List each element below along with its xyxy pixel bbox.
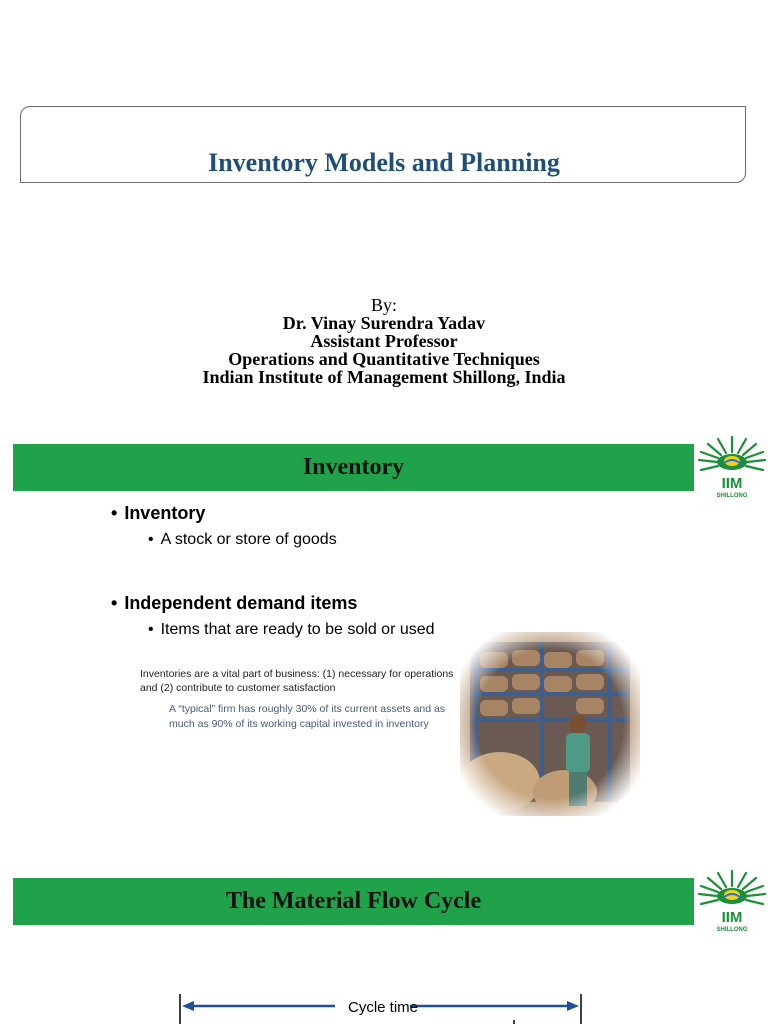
subbullet-stock: • A stock or store of goods [148, 531, 337, 549]
note-vital-part: Inventories are a vital part of business: (1) necessary for operations and (2) contribute to customer satisfaction [140, 668, 454, 694]
logo-subtext: SHILLONG [716, 493, 748, 499]
author-block [0, 296, 768, 386]
warehouse-photo [460, 632, 640, 816]
note-typical-firm: A “typical” firm has roughly 30% of its current assets and as much as 90% of its working capital invested in inventory [169, 703, 446, 730]
bullet-inventory: • Inventory [111, 503, 205, 524]
cycle-time-diagram [170, 990, 590, 1024]
by-label: By: [370, 295, 397, 315]
arrow-right-icon [567, 1001, 579, 1011]
cycle-time-label: Cycle time [347, 999, 419, 1016]
slide-heading-inventory: Inventory [13, 444, 694, 491]
author-department: Operations and Quantitative Techniques [228, 349, 540, 369]
bullet-independent-demand: • Independent demand items [111, 593, 357, 614]
logo-text: IIM [721, 475, 743, 492]
iim-shillong-logo-icon [696, 436, 768, 500]
author-name: Dr. Vinay Surendra Yadav [282, 313, 486, 333]
arrow-left-icon [182, 1001, 194, 1011]
iim-shillong-logo-icon [696, 870, 768, 934]
author-position: Assistant Professor [310, 331, 458, 351]
presentation-title: Inventory Models and Planning [208, 148, 560, 177]
subbullet-items-ready: • Items that are ready to be sold or used [148, 621, 435, 639]
logo-text: IIM [721, 909, 743, 926]
author-institution: Indian Institute of Management Shillong, India [202, 367, 566, 387]
logo-subtext: SHILLONG [716, 927, 748, 933]
slide-heading-material-flow: The Material Flow Cycle [13, 878, 694, 925]
